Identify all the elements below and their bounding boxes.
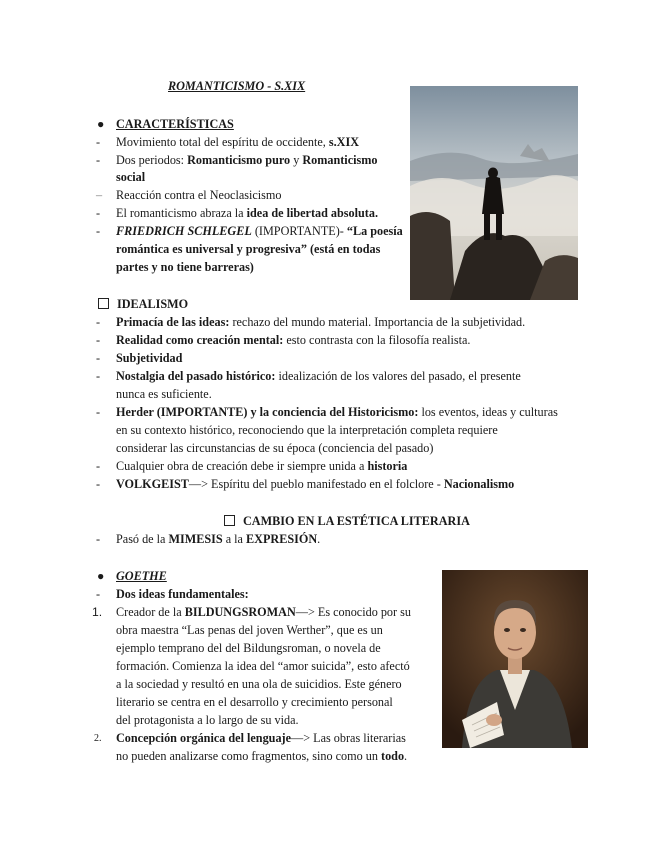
list-item-continuation: partes y no tiene barreras) xyxy=(116,260,254,274)
characteristics-heading: ● CARACTERÍSTICAS xyxy=(97,117,234,131)
list-item: - Nostalgia del pasado histórico: idealización de los valores del pasado, el presente xyxy=(96,369,521,383)
list-item-continuation: nunca es suficiente. xyxy=(116,387,212,401)
list-item: - FRIEDRICH SCHLEGEL (IMPORTANTE)- “La poesía xyxy=(96,224,403,238)
list-item: - Subjetividad xyxy=(96,351,183,365)
list-item-continuation: en su contexto histórico, reconociendo que la interpretación completa requiere xyxy=(116,423,498,437)
list-item-continuation: considerar las circunstancias de su época (conciencia del pasado) xyxy=(116,441,434,455)
numbered-item: 2. Concepción orgánica del lenguaje—> Las obras literarias xyxy=(94,731,406,745)
list-item: – Reacción contra el Neoclasicismo xyxy=(96,188,282,202)
list-item: - Pasó de la MIMESIS a la EXPRESIÓN. xyxy=(96,532,321,546)
list-item: - El romanticismo abraza la idea de libertad absoluta. xyxy=(96,206,378,220)
list-item: - Herder (IMPORTANTE) y la conciencia del Historicismo: los eventos, ideas y culturas xyxy=(96,405,558,419)
checkbox-icon xyxy=(224,515,235,526)
numbered-item: 1. Creador de la BILDUNGSROMAN—> Es conocido por su xyxy=(92,605,411,619)
list-item-continuation: social xyxy=(116,170,146,184)
list-item-continuation: romántica es universal y progresiva” (está en todas xyxy=(116,242,381,256)
idealism-heading: IDEALISMO xyxy=(98,296,188,313)
list-item: - Movimiento total del espíritu de occidente, s.XIX xyxy=(96,135,360,149)
aesthetics-heading: CAMBIO EN LA ESTÉTICA LITERARIA xyxy=(224,513,470,530)
list-item-continuation: no pueden analizarse como fragmentos, sino como un todo. xyxy=(116,749,408,763)
list-item-continuation: formación. Comienza la idea del “amor suicida”, esto afectó xyxy=(116,659,410,673)
goethe-heading: ● GOETHE xyxy=(97,569,167,583)
list-item-continuation: del protagonista a lo largo de su vida. xyxy=(116,713,299,727)
list-item-continuation: literario se centra en el desarrollo y crecimiento personal xyxy=(116,695,393,709)
list-item-continuation: a la sociedad y resultó en una ola de suicidios. Este género xyxy=(116,677,402,691)
list-item-continuation: obra maestra “Las penas del joven Werther”, que es un xyxy=(116,623,383,637)
list-item: - Dos periodos: Romanticismo puro y Romanticismo xyxy=(96,153,378,167)
list-item: - VOLKGEIST—> Espíritu del pueblo manifestado en el folclore - Nacionalismo xyxy=(96,477,515,491)
list-item: - Primacía de las ideas: rechazo del mundo material. Importancia de la subjetividad. xyxy=(96,315,526,329)
list-item: - Dos ideas fundamentales: xyxy=(96,587,249,601)
list-item: - Realidad como creación mental: esto contrasta con la filosofía realista. xyxy=(96,333,471,347)
list-item: - Cualquier obra de creación debe ir siempre unida a historia xyxy=(96,459,408,473)
list-item-continuation: ejemplo temprano del del Bildungsroman, o novela de xyxy=(116,641,381,655)
page-title: ROMANTICISMO - S.XIX xyxy=(168,79,306,93)
goethe-portrait-image xyxy=(442,570,588,748)
wanderer-painting-image xyxy=(410,86,578,300)
checkbox-icon xyxy=(98,298,109,309)
